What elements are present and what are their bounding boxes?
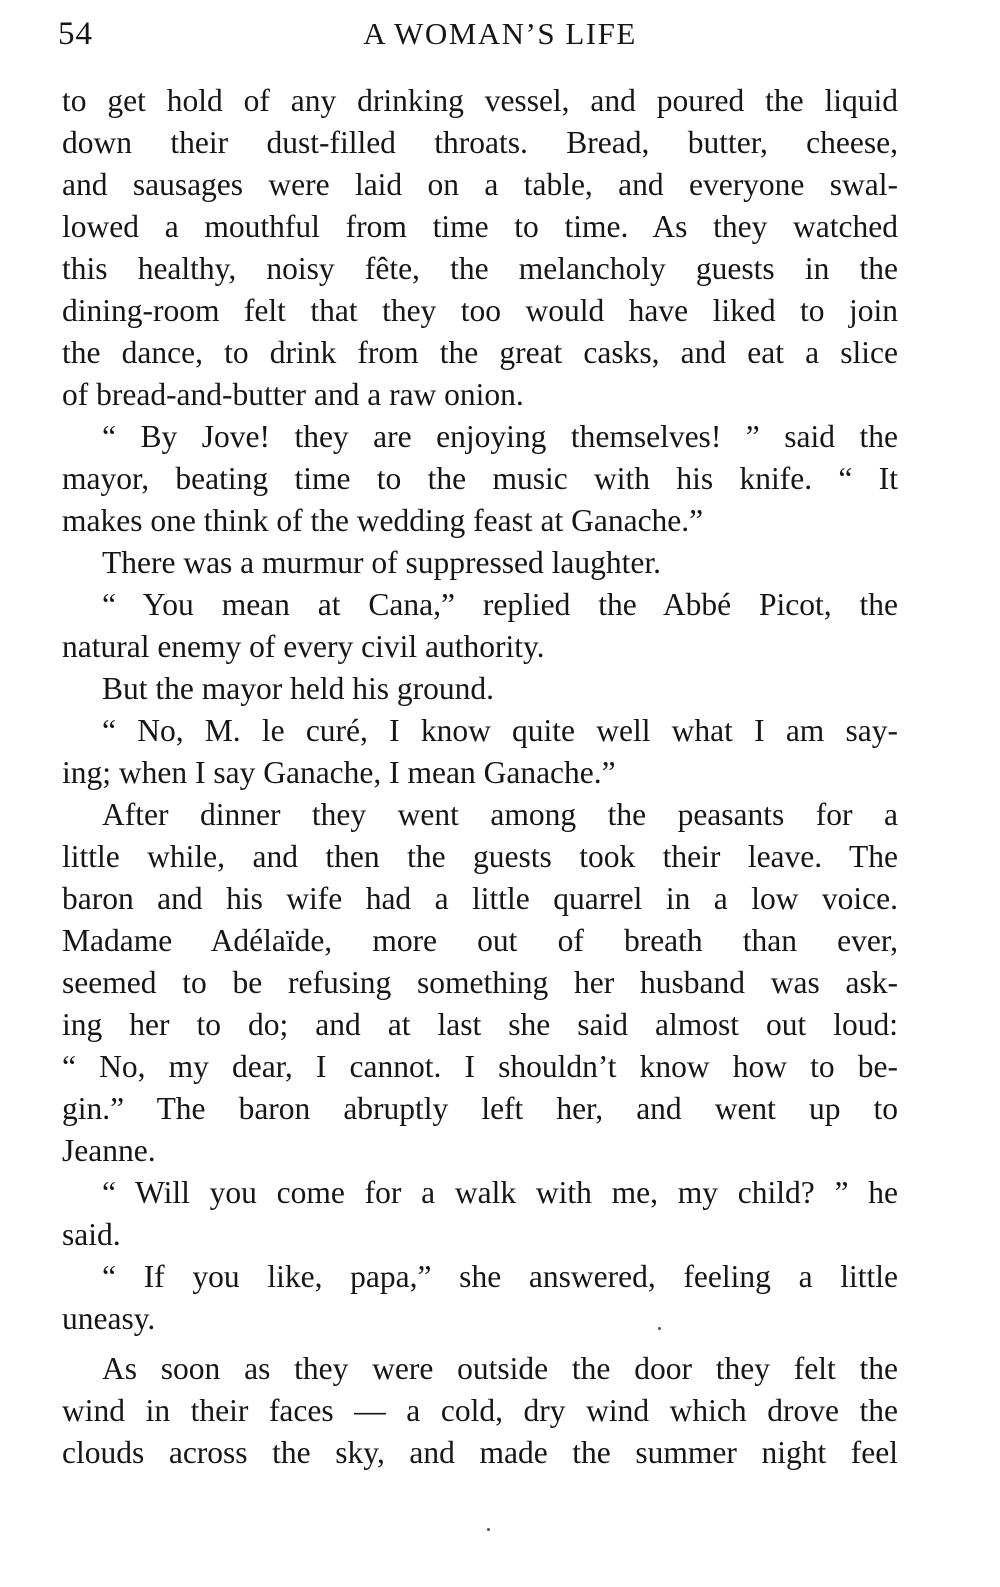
text-line: mayor, beating time to the music with his knife. “ It: [62, 461, 898, 496]
body-text: [62, 80, 898, 1474]
print-speck: [487, 1528, 490, 1531]
text-line: this healthy, noisy fête, the melancholy guests in the: [62, 251, 898, 286]
text-line: After dinner they went among the peasants for a: [102, 797, 898, 832]
page-number: 54: [58, 16, 93, 52]
text-line: “ You mean at Cana,” replied the Abbé Picot, the: [102, 587, 898, 622]
text-line: As soon as they were outside the door they felt the: [102, 1351, 898, 1386]
text-line: of bread-and-butter and a raw onion.: [62, 377, 524, 412]
text-line: baron and his wife had a little quarrel in a low voice.: [62, 881, 898, 916]
text-line: Jeanne.: [62, 1133, 156, 1168]
text-line: wind in their faces — a cold, dry wind which drove the: [62, 1393, 898, 1428]
text-line: Madame Adélaïde, more out of breath than ever,: [62, 923, 898, 958]
text-line: said.: [62, 1217, 121, 1252]
text-line: “ No, M. le curé, I know quite well what I am say-: [102, 713, 898, 748]
text-line: “ If you like, papa,” she answered, feeling a little: [102, 1259, 898, 1294]
print-speck: [658, 1327, 661, 1330]
text-line: There was a murmur of suppressed laughter.: [102, 545, 661, 580]
text-line: But the mayor held his ground.: [102, 671, 494, 706]
text-line: little while, and then the guests took their leave. The: [62, 839, 898, 874]
running-title: A WOMAN’S LIFE: [363, 16, 637, 51]
text-line: “ No, my dear, I cannot. I shouldn’t know how to be-: [62, 1049, 898, 1084]
text-line: “ Will you come for a walk with me, my child? ” he: [102, 1175, 898, 1210]
text-line: uneasy.: [62, 1301, 156, 1336]
text-line: natural enemy of every civil authority.: [62, 629, 545, 664]
text-line: “ By Jove! they are enjoying themselves! ” said the: [102, 419, 898, 454]
text-line: makes one think of the wedding feast at Ganache.”: [62, 503, 704, 538]
text-line: seemed to be refusing something her husband was ask-: [62, 965, 898, 1000]
text-line: clouds across the sky, and made the summer night feel: [62, 1435, 898, 1470]
text-line: and sausages were laid on a table, and everyone swal-: [62, 167, 898, 202]
text-line: dining-room felt that they too would have liked to join: [62, 293, 898, 328]
text-line: lowed a mouthful from time to time. As they watched: [62, 209, 898, 244]
text-line: the dance, to drink from the great casks, and eat a slice: [62, 335, 898, 370]
text-line: gin.” The baron abruptly left her, and went up to: [62, 1091, 898, 1126]
text-line: to get hold of any drinking vessel, and poured the liquid: [62, 83, 898, 118]
text-line: down their dust-filled throats. Bread, butter, cheese,: [62, 125, 898, 160]
text-line: ing her to do; and at last she said almost out loud:: [62, 1007, 898, 1042]
text-line: ing; when I say Ganache, I mean Ganache.”: [62, 755, 616, 790]
